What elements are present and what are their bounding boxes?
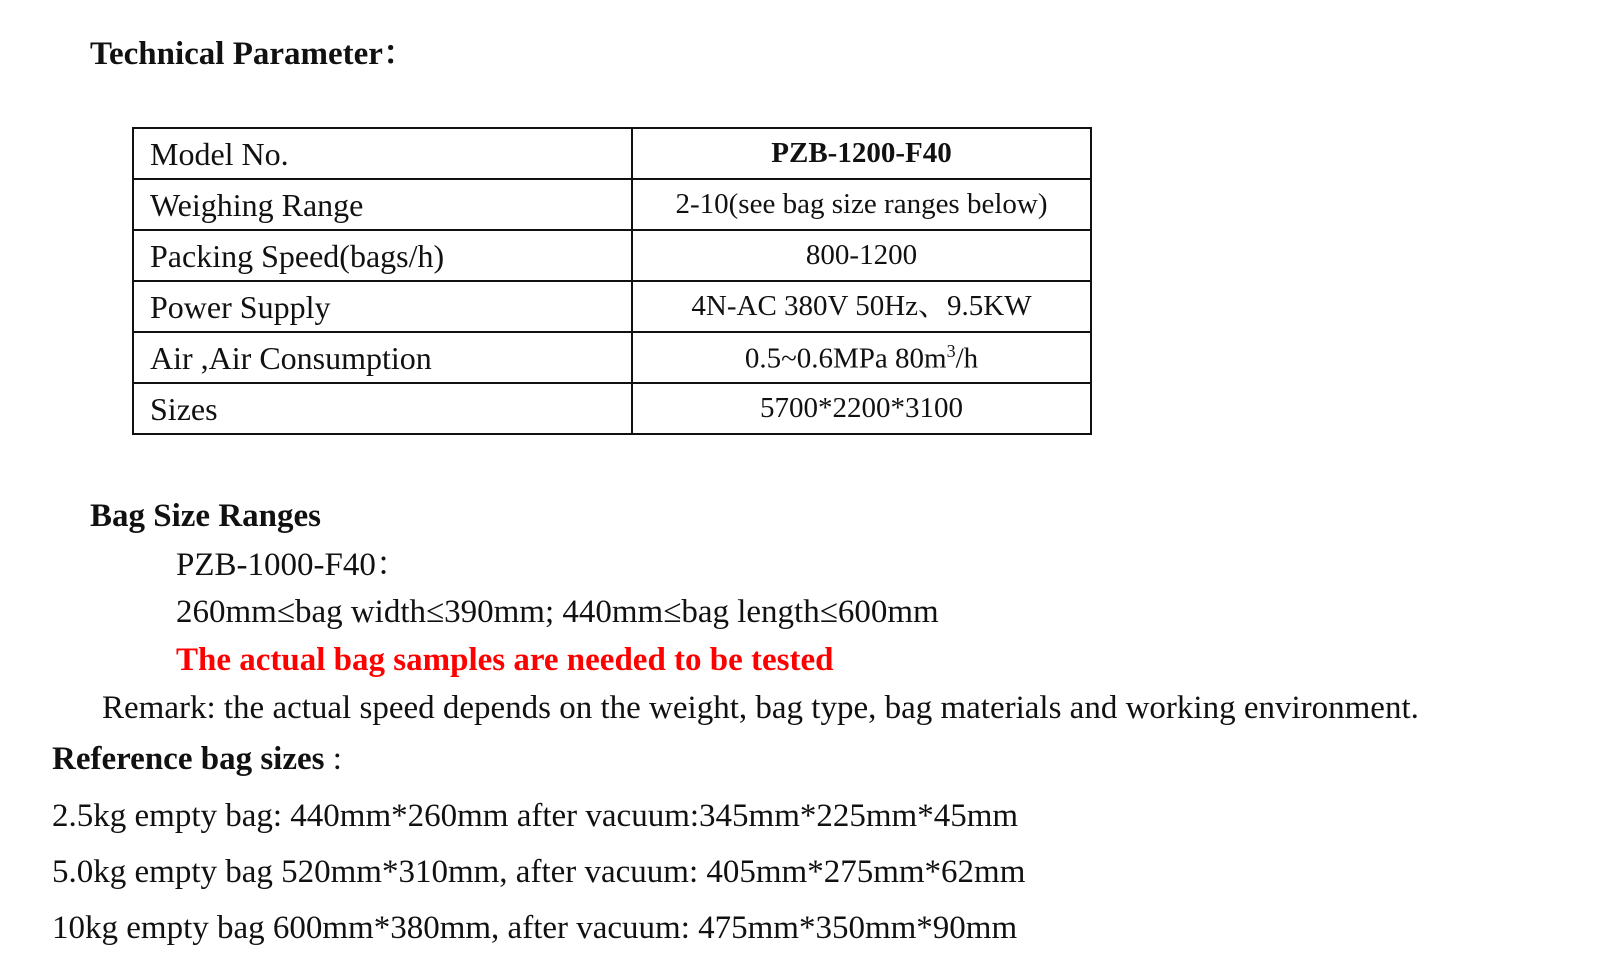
table-label-packing-speed: Packing Speed(bags/h) bbox=[133, 230, 632, 281]
reference-bag-size-item: 2.5kg empty bag: 440mm*260mm after vacuum:345mm*225mm*45mm bbox=[52, 798, 1019, 834]
bag-size-ranges-heading: Bag Size Ranges bbox=[90, 498, 321, 534]
reference-bag-size-item: 5.0kg empty bag 520mm*310mm, after vacuum: 405mm*275mm*62mm bbox=[52, 854, 1026, 890]
bag-size-dimensions: 260mm≤bag width≤390mm; 440mm≤bag length≤600mm bbox=[176, 594, 939, 630]
table-value-power-supply: 4N-AC 380V 50Hz、9.5KW bbox=[632, 281, 1091, 332]
table-value-air-consumption bbox=[632, 332, 1091, 383]
table-label-model-no: Model No. bbox=[133, 128, 632, 179]
reference-bag-sizes-heading bbox=[52, 743, 342, 776]
table-value-weighing-range: 2-10(see bag size ranges below) bbox=[632, 179, 1091, 230]
reference-bag-sizes-suffix: : bbox=[324, 741, 342, 777]
table-row bbox=[133, 332, 1091, 383]
table-row bbox=[133, 128, 1091, 179]
bag-sample-warning: The actual bag samples are needed to be tested bbox=[176, 642, 834, 678]
table-row bbox=[133, 383, 1091, 434]
reference-bag-size-item: 10kg empty bag 600mm*380mm, after vacuum: 475mm*350mm*90mm bbox=[52, 910, 1018, 946]
air-consumption-value: 0.5~0.6MPa 80m bbox=[744, 342, 947, 375]
table-value-packing-speed: 800-1200 bbox=[632, 230, 1091, 281]
air-consumption-unit: /h bbox=[955, 342, 979, 375]
technical-parameter-table bbox=[132, 127, 1092, 435]
technical-parameter-heading: Technical Parameter： bbox=[90, 36, 416, 72]
speed-remark: Remark: the actual speed depends on the weight, bag type, bag materials and working environment. bbox=[102, 690, 1419, 726]
bag-size-model: PZB-1000-F40： bbox=[176, 547, 409, 583]
air-consumption-superscript: 3 bbox=[946, 340, 956, 361]
table-label-power-supply: Power Supply bbox=[133, 281, 632, 332]
table-row bbox=[133, 179, 1091, 230]
table-label-weighing-range: Weighing Range bbox=[133, 179, 632, 230]
table-row bbox=[133, 281, 1091, 332]
table-label-sizes: Sizes bbox=[133, 383, 632, 434]
reference-bag-sizes-title: Reference bag sizes bbox=[52, 741, 325, 777]
table-label-air-consumption: Air ,Air Consumption bbox=[133, 332, 632, 383]
table-value-sizes: 5700*2200*3100 bbox=[632, 383, 1091, 434]
table-row bbox=[133, 230, 1091, 281]
table-value-model-no: PZB-1200-F40 bbox=[632, 128, 1091, 179]
